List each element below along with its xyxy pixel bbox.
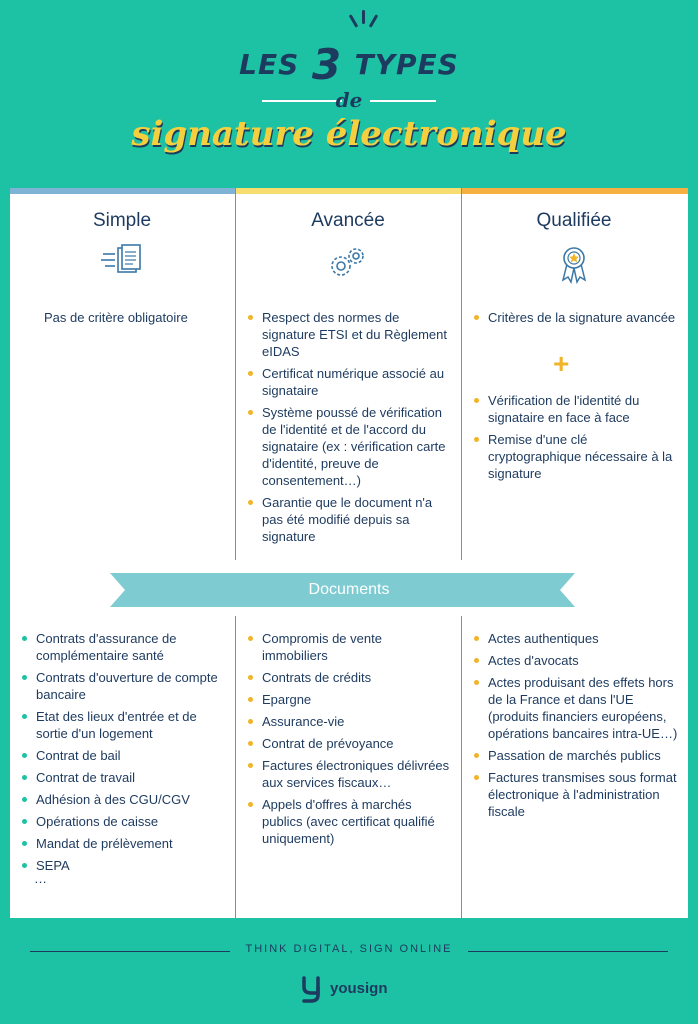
bullet-dot-icon xyxy=(248,675,253,680)
list-item-text: Opérations de caisse xyxy=(36,814,159,829)
bullet-dot-icon xyxy=(248,410,253,415)
list-item-text: Critères de la signature avancée xyxy=(488,310,676,325)
bullet-dot-icon xyxy=(248,741,253,746)
bullet-dot-icon xyxy=(248,315,253,320)
list-item xyxy=(20,835,225,852)
bullet-dot-icon xyxy=(248,500,253,505)
list-item-text: Assurance-vie xyxy=(262,714,345,729)
bullet-dot-icon xyxy=(248,719,253,724)
bullet-dot-icon xyxy=(474,315,479,320)
divider xyxy=(370,100,436,102)
list-item-text: Passation de marchés publics xyxy=(488,748,661,763)
header xyxy=(0,0,698,180)
avancee-criteria-list xyxy=(246,309,456,550)
divider xyxy=(468,951,668,952)
bullet-dot-icon xyxy=(22,714,27,719)
bullet-dot-icon xyxy=(474,775,479,780)
list-item xyxy=(246,494,456,545)
title-number: 3 xyxy=(311,40,343,89)
bullet-dot-icon xyxy=(474,437,479,442)
bullet-dot-icon xyxy=(474,398,479,403)
bullet-dot-icon xyxy=(22,753,27,758)
list-item-text: Etat des lieux d'entrée et de sortie d'un logement xyxy=(36,709,197,741)
list-item xyxy=(472,674,682,742)
bullet-dot-icon xyxy=(22,636,27,641)
bullet-dot-icon xyxy=(474,680,479,685)
yousign-logo-icon xyxy=(300,975,326,1003)
column-bar-simple xyxy=(10,188,235,194)
column-bar-avancee xyxy=(235,188,461,194)
list-item-text: Contrats d'ouverture de compte bancaire xyxy=(36,670,218,702)
list-item xyxy=(246,691,451,708)
list-item-text: Contrat de bail xyxy=(36,748,121,763)
bullet-dot-icon xyxy=(474,753,479,758)
list-item xyxy=(246,735,451,752)
list-item xyxy=(472,747,682,764)
list-item-text: Remise d'une clé cryptographique nécessaire à la signature xyxy=(488,432,673,481)
list-item xyxy=(20,708,225,742)
list-item xyxy=(246,630,451,664)
list-item xyxy=(472,652,682,669)
list-item-text: Vérification de l'identité du signataire en face à face xyxy=(488,393,640,425)
bullet-dot-icon xyxy=(248,802,253,807)
list-item xyxy=(246,757,451,791)
list-item xyxy=(20,669,225,703)
documents-ribbon xyxy=(10,573,688,607)
list-item-text: Contrat de travail xyxy=(36,770,135,785)
list-item-text: Epargne xyxy=(262,692,312,707)
list-item-text: Contrats d'assurance de complémentaire santé xyxy=(36,631,177,663)
documents-label: Documents xyxy=(308,581,390,598)
bullet-dot-icon xyxy=(248,371,253,376)
list-item xyxy=(472,392,677,426)
documents-avancee-list xyxy=(246,630,451,852)
column-title-simple: Simple xyxy=(92,210,152,231)
bullet-dot-icon xyxy=(22,863,27,868)
list-item-text: Adhésion à des CGU/CGV xyxy=(36,792,190,807)
spark-icon xyxy=(362,10,365,24)
list-item-text: Contrats de crédits xyxy=(262,670,372,685)
title-de: de xyxy=(335,88,363,112)
bullet-dot-icon xyxy=(22,775,27,780)
list-item-text: Mandat de prélèvement xyxy=(36,836,173,851)
list-item xyxy=(20,630,225,664)
list-item xyxy=(20,857,225,874)
spark-icon xyxy=(349,14,359,28)
list-item xyxy=(20,791,225,808)
types-panel xyxy=(10,188,688,918)
column-title-qualifiee: Qualifiée xyxy=(536,210,612,231)
list-item xyxy=(20,769,225,786)
list-item-text: Appels d'offres à marchés publics (avec certificat qualifié uniquement) xyxy=(262,797,435,846)
divider xyxy=(235,616,236,918)
title-types: TYPES xyxy=(354,48,459,81)
gears-icon xyxy=(236,244,460,285)
documents-simple-list xyxy=(20,630,225,874)
bullet-dot-icon xyxy=(22,819,27,824)
list-item xyxy=(246,669,451,686)
bullet-dot-icon xyxy=(248,636,253,641)
bullet-dot-icon xyxy=(248,763,253,768)
list-item-text: Factures transmises sous format électronique à l'administration fiscale xyxy=(488,770,677,819)
list-item-text: Certificat numérique associé au signataire xyxy=(262,366,445,398)
list-item-text: Actes produisant des effets hors de la France et dans l'UE (produits financiers européens, opérations bancaires intra-UE…) xyxy=(488,675,678,741)
award-ribbon-icon xyxy=(462,244,686,289)
page-title xyxy=(0,40,698,89)
list-item-text: Factures électroniques délivrées aux services fiscaux… xyxy=(262,758,450,790)
title-de-row xyxy=(0,88,698,112)
list-item-text: Garantie que le document n'a pas été modifié depuis sa signature xyxy=(262,495,433,544)
bullet-dot-icon xyxy=(248,697,253,702)
column-bar-qualifiee xyxy=(461,188,688,194)
list-item xyxy=(472,769,682,820)
list-item-text: Compromis de vente immobiliers xyxy=(262,631,382,663)
list-item xyxy=(472,431,677,482)
list-item xyxy=(246,713,451,730)
plus-icon: + xyxy=(553,348,570,379)
bullet-dot-icon xyxy=(22,841,27,846)
qualifiee-criteria-list-before xyxy=(472,309,677,331)
list-item-text: Respect des normes de signature ETSI et du Règlement eIDAS xyxy=(262,310,447,359)
list-item-text: SEPA xyxy=(36,858,70,873)
document-lines-icon xyxy=(10,244,234,283)
bullet-dot-icon xyxy=(474,636,479,641)
footer-tagline: THINK DIGITAL, SIGN ONLINE xyxy=(245,943,453,955)
list-item xyxy=(20,747,225,764)
list-item xyxy=(472,309,677,326)
title-les: LES xyxy=(239,48,300,81)
list-item-text: Contrat de prévoyance xyxy=(262,736,394,751)
list-item xyxy=(246,365,456,399)
brand-name: yousign xyxy=(330,980,388,997)
bullet-dot-icon xyxy=(22,797,27,802)
list-item-text: Actes authentiques xyxy=(488,631,599,646)
list-item-text: Actes d'avocats xyxy=(488,653,579,668)
documents-simple-more: … xyxy=(34,871,47,886)
list-item xyxy=(246,404,456,489)
spark-icon xyxy=(369,14,379,28)
list-item xyxy=(246,309,456,360)
list-item xyxy=(246,796,451,847)
page-subtitle: signature électronique xyxy=(131,114,567,154)
bullet-dot-icon xyxy=(22,675,27,680)
list-item xyxy=(472,630,682,647)
bullet-dot-icon xyxy=(474,658,479,663)
list-item-text: Système poussé de vérification de l'identité et de l'accord du signataire (ex : vérification carte d'identité, preuve de consentement…) xyxy=(262,405,446,488)
column-title-avancee: Avancée xyxy=(311,210,385,231)
documents-qualifiee-list xyxy=(472,630,682,825)
divider xyxy=(461,616,462,918)
qualifiee-criteria-list-after xyxy=(472,392,677,487)
simple-criteria: Pas de critère obligatoire xyxy=(44,310,188,325)
list-item xyxy=(20,813,225,830)
